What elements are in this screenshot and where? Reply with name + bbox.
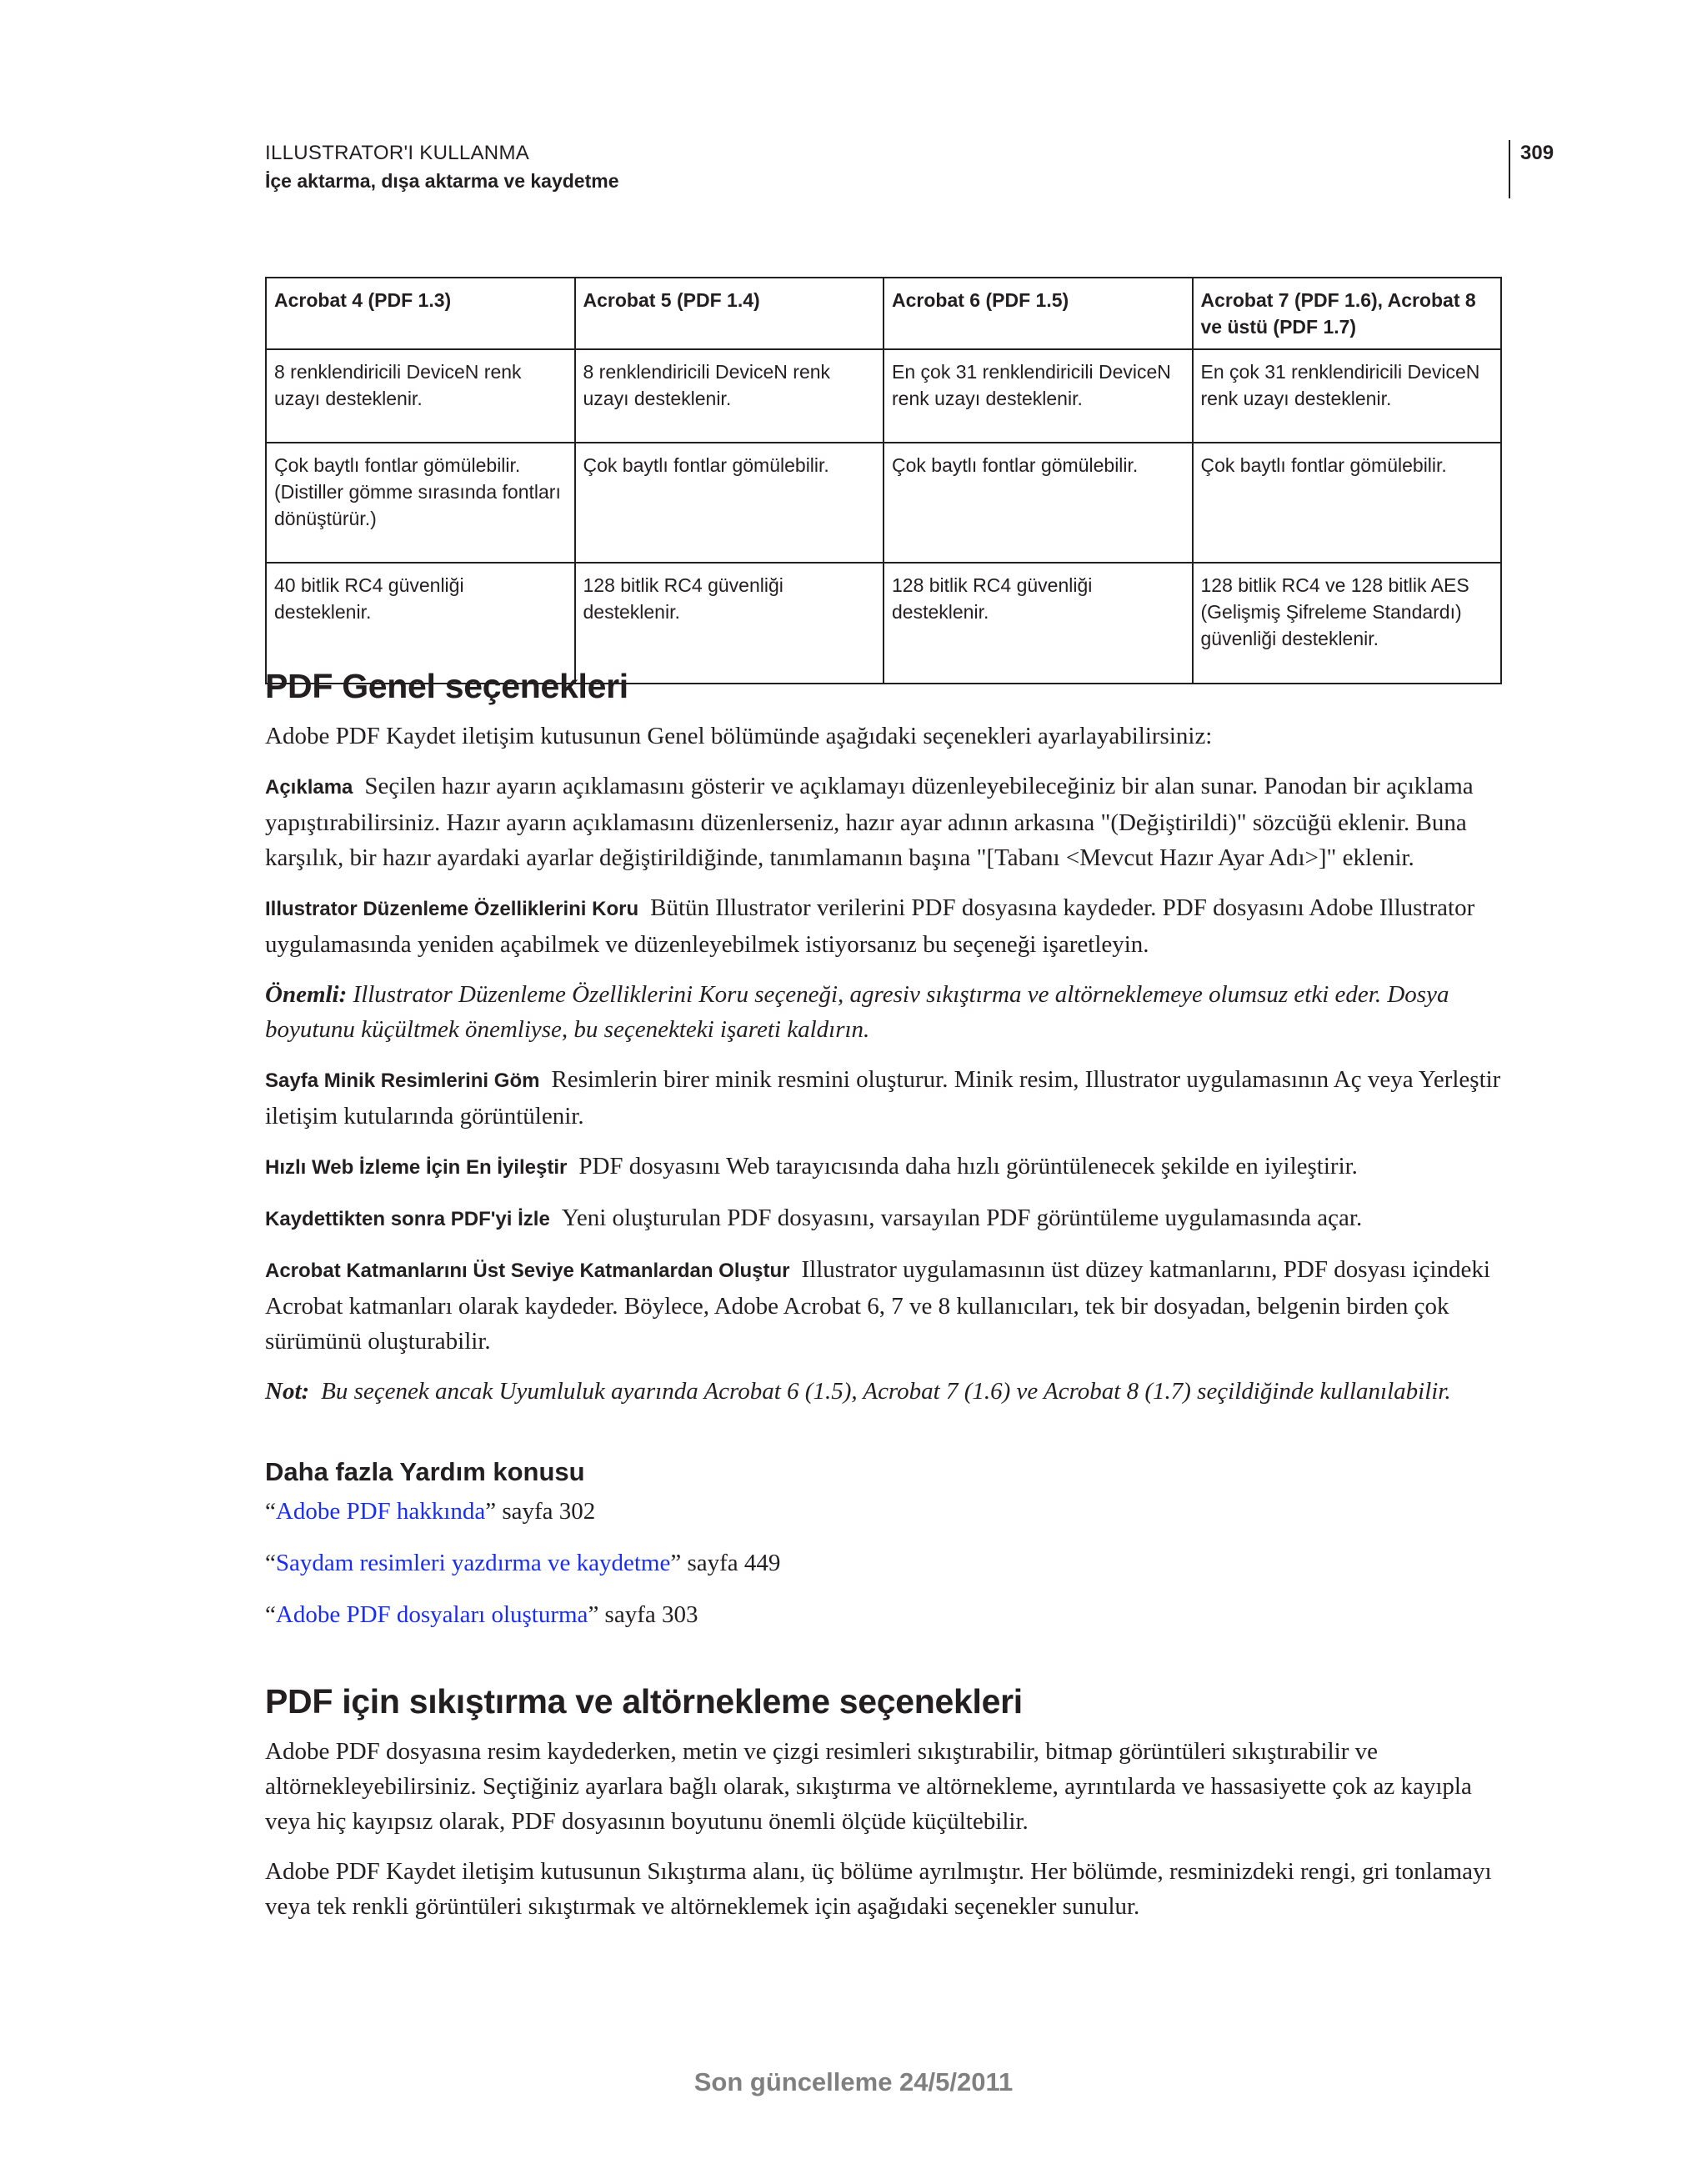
page-number: 309	[1520, 142, 1554, 164]
header-divider	[1509, 140, 1510, 198]
chapter-title: İçe aktarma, dışa aktarma ve kaydetme	[265, 170, 619, 192]
quote-mark: “	[265, 1601, 276, 1628]
option-view-after-saving	[265, 1200, 1507, 1237]
table-cell: En çok 31 renklendiricili DeviceN renk uzayı desteklenir.	[884, 349, 1193, 443]
related-link[interactable]: Adobe PDF hakkında	[275, 1498, 486, 1525]
option-term: Hızlı Web İzleme İçin En İyileştir	[265, 1156, 568, 1179]
page-ref: ” sayfa 449	[670, 1550, 781, 1576]
option-text: Yeni oluşturulan PDF dosyasını, varsayılan PDF görüntüleme uygulamasında açar.	[561, 1205, 1363, 1231]
related-topics	[265, 1455, 1507, 1632]
option-term: Açıklama	[265, 776, 353, 799]
table-header-row	[266, 278, 1501, 349]
page-ref: ” sayfa 302	[485, 1498, 596, 1525]
table-cell: Çok baytlı fontlar gömülebilir.	[884, 443, 1193, 563]
acrobat-compatibility-table	[265, 277, 1502, 684]
table-cell: 40 bitlik RC4 güvenliği desteklenir.	[266, 563, 575, 684]
table-row	[266, 349, 1501, 443]
section-heading-compression: PDF için sıkıştırma ve altörnekleme seçenekleri	[265, 1682, 1023, 1721]
option-term: Kaydettikten sonra PDF'yi İzle	[265, 1208, 550, 1230]
table-header-cell: Acrobat 5 (PDF 1.4)	[575, 278, 884, 349]
option-fast-web-view	[265, 1149, 1507, 1185]
related-link-item	[265, 1494, 1507, 1529]
table-header-cell: Acrobat 7 (PDF 1.6), Acrobat 8 ve üstü (PDF 1.7)	[1193, 278, 1502, 349]
table-cell: En çok 31 renklendiricili DeviceN renk uzayı desteklenir.	[1193, 349, 1502, 443]
table-cell: 8 renklendiricili DeviceN renk uzayı desteklenir.	[266, 349, 575, 443]
option-text: PDF dosyasını Web tarayıcısında daha hızlı görüntülenecek şekilde en iyileştirir.	[578, 1153, 1358, 1180]
table-header-cell: Acrobat 4 (PDF 1.3)	[266, 278, 575, 349]
quote-mark: “	[265, 1498, 276, 1525]
important-note	[265, 977, 1507, 1047]
page-ref: ” sayfa 303	[588, 1601, 698, 1628]
note-label: Not:	[265, 1378, 310, 1405]
compression-paragraph: Adobe PDF dosyasına resim kaydederken, metin ve çizgi resimleri sıkıştırabilir, bitmap görüntüleri sıkıştırabilir ve altörnekleyebilirsiniz. Seçtiğiniz ayarlara bağlı olarak, sıkıştırma ve altörnekleme, ayrıntılarda ve hassasiyette çok az kayıpla veya hiç kayıpsız olarak, PDF dosyasının boyutunu önemli ölçüde küçültebilir.	[265, 1738, 1472, 1835]
compression-paragraph: Adobe PDF Kaydet iletişim kutusunun Sıkıştırma alanı, üç bölüme ayrılmıştır. Her bölümde, resminizdeki rengi, gri tonlamayı veya tek renkli görüntüleri sıkıştırmak ve altörneklemek için aşağıdaki seçenekler sunulur.	[265, 1858, 1492, 1920]
table-cell: 128 bitlik RC4 güvenliği desteklenir.	[884, 563, 1193, 684]
related-link[interactable]: Saydam resimleri yazdırma ve kaydetme	[275, 1550, 671, 1576]
option-description	[265, 769, 1507, 875]
table-cell: 128 bitlik RC4 güvenliği desteklenir.	[575, 563, 884, 684]
quote-mark: “	[265, 1550, 276, 1576]
related-link[interactable]: Adobe PDF dosyaları oluşturma	[275, 1601, 588, 1628]
section-heading-general: PDF Genel seçenekleri	[265, 667, 628, 705]
table-cell: 128 bitlik RC4 ve 128 bitlik AES (Gelişmiş Şifreleme Standardı) güvenliği desteklenir.	[1193, 563, 1502, 684]
option-text: Seçilen hazır ayarın açıklamasını gösterir ve açıklamayı düzenleyebileceğiniz bir alan sunar. Panodan bir açıklama yapıştırabilirsiniz. Hazır ayarın açıklamasını düzenlerseniz, hazır ayar adının arkasına "(Değiştirildi)" sözcüğü eklenir. Buna karşılık, bir hazır ayardaki ayarlar değiştirildiğinde, tanımlamanın başına "[Tabanı <Mevcut Hazır Ayar Adı>]" eklenir.	[265, 773, 1474, 871]
option-text: Bütün Illustrator verilerini PDF dosyasına kaydeder. PDF dosyasını Adobe Illustrator uygulamasında yeniden açabilmek ve düzenleyebilmek istiyorsanız bu seçeneği işaretleyin.	[265, 894, 1475, 958]
section-intro: Adobe PDF Kaydet iletişim kutusunun Genel bölümünde aşağıdaki seçenekleri ayarlayabilirsiniz:	[265, 723, 1213, 749]
option-text: Resimlerin birer minik resmini oluşturur. Minik resim, Illustrator uygulamasının Aç veya Yerleştir iletişim kutularında görüntülenir.	[265, 1066, 1501, 1130]
related-heading: Daha fazla Yardım konusu	[265, 1457, 585, 1486]
option-term: Illustrator Düzenleme Özelliklerini Koru	[265, 898, 639, 920]
table-cell: Çok baytlı fontlar gömülebilir.	[1193, 443, 1502, 563]
related-link-item	[265, 1545, 1507, 1580]
important-label: Önemli:	[265, 981, 348, 1008]
option-text: Illustrator uygulamasının üst düzey katmanlarını, PDF dosyası içindeki Acrobat katmanları olarak kaydeder. Böylece, Adobe Acrobat 6, 7 ve 8 kullanıcıları, tek bir dosyadan, belgenin birden çok sürümünü oluşturabilir.	[265, 1256, 1490, 1355]
last-updated-footer: Son güncelleme 24/5/2011	[693, 2067, 1014, 2096]
option-embed-thumbnails	[265, 1062, 1507, 1134]
table-cell: Çok baytlı fontlar gömülebilir. (Distiller gömme sırasında fontları dönüştürür.)	[266, 443, 575, 563]
note	[265, 1374, 1507, 1409]
option-preserve-editing	[265, 890, 1507, 962]
table-cell: Çok baytlı fontlar gömülebilir.	[575, 443, 884, 563]
note-text: Bu seçenek ancak Uyumluluk ayarında Acrobat 6 (1.5), Acrobat 7 (1.6) ve Acrobat 8 (1.7) seçildiğinde kullanılabilir.	[321, 1378, 1451, 1405]
option-create-acrobat-layers	[265, 1252, 1507, 1359]
table-cell: 8 renklendiricili DeviceN renk uzayı desteklenir.	[575, 349, 884, 443]
running-header	[265, 142, 619, 193]
related-link-item	[265, 1597, 1507, 1632]
page-body	[265, 665, 1507, 1939]
document-title: ILLUSTRATOR'I KULLANMA	[265, 142, 530, 164]
option-term: Sayfa Minik Resimlerini Göm	[265, 1069, 540, 1092]
option-term: Acrobat Katmanlarını Üst Seviye Katmanlardan Oluştur	[265, 1260, 790, 1282]
table-row	[266, 443, 1501, 563]
important-text: Illustrator Düzenleme Özelliklerini Koru seçeneği, agresiv sıkıştırma ve altörneklemeye olumsuz etki eder. Dosya boyutunu küçültmek önemliyse, bu seçenekteki işareti kaldırın.	[265, 981, 1449, 1043]
table-header-cell: Acrobat 6 (PDF 1.5)	[884, 278, 1193, 349]
